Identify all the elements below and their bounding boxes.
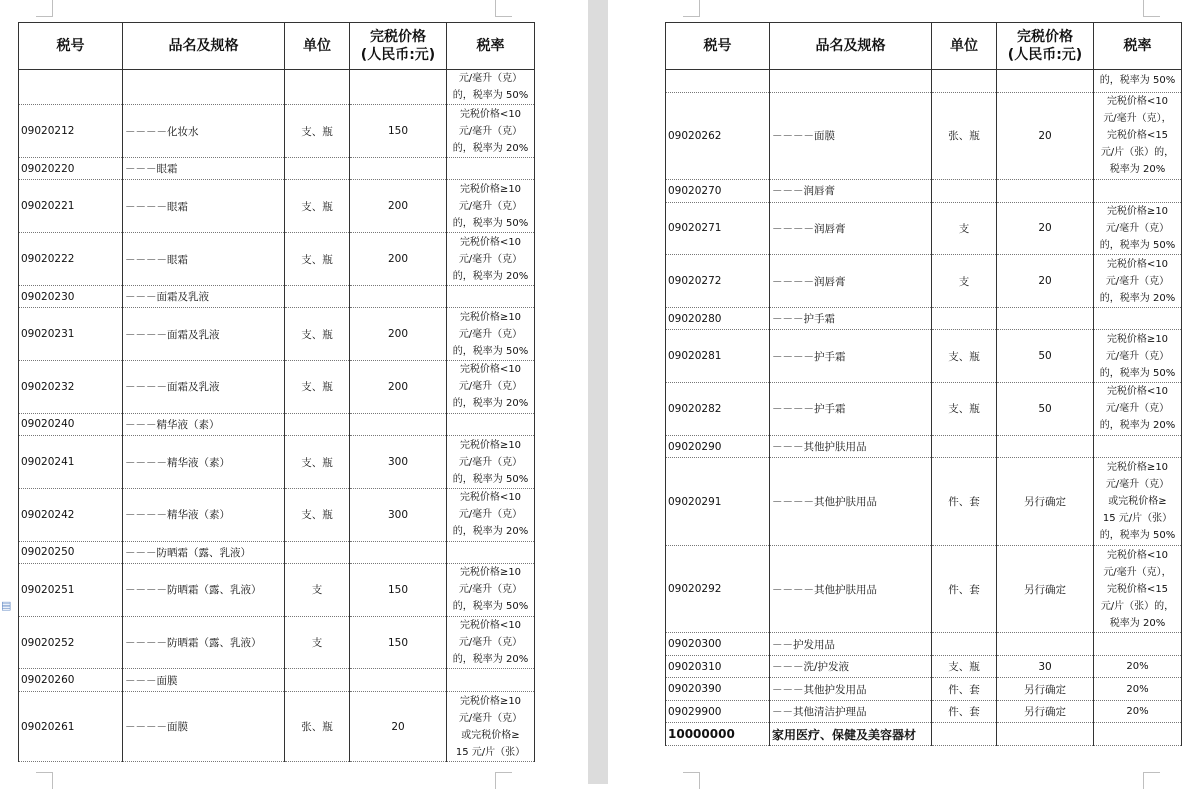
tax-code-cell: 09020261	[19, 691, 123, 761]
tax-rate-cell	[1094, 307, 1182, 330]
unit-cell	[285, 669, 350, 692]
unit-cell: 支、瓶	[285, 308, 350, 361]
crop-mark	[683, 772, 700, 789]
unit-cell: 支、瓶	[285, 233, 350, 286]
tax-code-cell: 09020242	[19, 488, 123, 541]
tax-rate-cell: 完税价格<10 元/毫升（克） 的，税率为 20%	[1094, 255, 1182, 308]
unit-cell: 件、套	[932, 678, 997, 701]
unit-cell: 支	[285, 564, 350, 617]
tax-code-cell: 09020250	[19, 541, 123, 564]
table-row	[19, 616, 535, 669]
tax-code-cell: 09020270	[666, 180, 770, 203]
tax-rate-cell: 完税价格≥10 元/毫升（克） 的，税率为 50%	[447, 564, 535, 617]
table-row	[19, 361, 535, 414]
price-cell: 200	[350, 308, 447, 361]
table-row	[19, 285, 535, 308]
tax-code-cell: 09020292	[666, 545, 770, 633]
crop-mark	[495, 772, 512, 789]
unit-cell: 支、瓶	[932, 330, 997, 383]
item-name-cell: －－－－其他护肤用品	[770, 545, 932, 633]
table-row	[19, 105, 535, 158]
unit-cell: 件、套	[932, 700, 997, 723]
price-cell	[350, 669, 447, 692]
item-name-cell: －－－精华液（素）	[123, 413, 285, 436]
price-cell	[997, 633, 1094, 656]
table-row	[19, 413, 535, 436]
table-header-row	[19, 23, 535, 70]
price-cell: 300	[350, 436, 447, 489]
tax-code-cell: 09020310	[666, 655, 770, 678]
tax-rate-cell: 完税价格≥10 元/毫升（克） 的，税率为 50%	[447, 436, 535, 489]
header-code: 税号	[666, 23, 770, 70]
header-rate: 税率	[447, 23, 535, 70]
table-row	[666, 255, 1182, 308]
tax-code-cell: 09020272	[666, 255, 770, 308]
price-cell: 另行确定	[997, 700, 1094, 723]
tax-rate-cell	[1094, 180, 1182, 203]
price-cell: 150	[350, 564, 447, 617]
item-name-cell: －－－－精华液（素）	[123, 488, 285, 541]
tax-rate-cell: 完税价格≥10 元/毫升（克） 的，税率为 50%	[447, 308, 535, 361]
tax-code-cell: 09020222	[19, 233, 123, 286]
tariff-table-right	[665, 22, 1182, 746]
crop-mark	[1143, 772, 1160, 789]
unit-cell	[285, 70, 350, 105]
table-row	[19, 564, 535, 617]
unit-cell	[932, 307, 997, 330]
item-name-cell: －－－－护手霜	[770, 330, 932, 383]
item-name-cell: －－－－护手霜	[770, 383, 932, 436]
item-name-cell: －－－－面膜	[770, 92, 932, 180]
item-name-cell: －－－－防晒霜（露、乳液）	[123, 564, 285, 617]
item-name-cell: －－－－其他护肤用品	[770, 458, 932, 546]
tax-code-cell: 09020230	[19, 285, 123, 308]
item-name-cell: －－－－润唇膏	[770, 202, 932, 255]
item-name-cell: －－－－眼霜	[123, 233, 285, 286]
unit-cell: 支、瓶	[932, 655, 997, 678]
table-row	[19, 541, 535, 564]
item-name-cell: －－护发用品	[770, 633, 932, 656]
table-row	[666, 723, 1182, 746]
tax-rate-cell	[447, 157, 535, 180]
price-cell: 200	[350, 233, 447, 286]
item-name-cell: 家用医疗、保健及美容器材	[770, 723, 932, 746]
price-cell: 150	[350, 105, 447, 158]
tax-rate-cell: 完税价格<10 元/毫升（克）， 完税价格<15 元/片（张）的， 税率为 20%	[1094, 92, 1182, 180]
item-name-cell: －－－－润唇膏	[770, 255, 932, 308]
tax-rate-cell: 完税价格<10 元/毫升（克） 的，税率为 20%	[447, 233, 535, 286]
table-row	[666, 678, 1182, 701]
table-row	[19, 157, 535, 180]
tariff-table-left	[18, 22, 535, 762]
item-name-cell: －－－防晒霜（露、乳液）	[123, 541, 285, 564]
crop-mark	[1143, 0, 1160, 17]
crop-mark	[36, 772, 53, 789]
item-name-cell: －－－－精华液（素）	[123, 436, 285, 489]
tax-rate-cell: 完税价格<10 元/毫升（克） 的，税率为 20%	[447, 105, 535, 158]
table-row	[666, 202, 1182, 255]
price-cell: 200	[350, 180, 447, 233]
table-row	[666, 330, 1182, 383]
table-row	[666, 458, 1182, 546]
unit-cell: 件、套	[932, 458, 997, 546]
header-code: 税号	[19, 23, 123, 70]
price-cell	[997, 723, 1094, 746]
tax-rate-cell	[1094, 723, 1182, 746]
tax-rate-cell: 完税价格<10 元/毫升（克） 的，税率为 20%	[447, 361, 535, 414]
tax-code-cell: 09020232	[19, 361, 123, 414]
unit-cell: 支、瓶	[285, 361, 350, 414]
tax-code-cell: 09020282	[666, 383, 770, 436]
unit-cell	[932, 723, 997, 746]
tax-rate-cell	[1094, 435, 1182, 458]
unit-cell: 支	[285, 616, 350, 669]
price-cell: 30	[997, 655, 1094, 678]
tax-code-cell: 09020241	[19, 436, 123, 489]
table-row	[19, 436, 535, 489]
price-cell: 200	[350, 361, 447, 414]
item-name-cell: －－－眼霜	[123, 157, 285, 180]
item-name-cell: －－－面霜及乳液	[123, 285, 285, 308]
table-body-right	[666, 70, 1182, 746]
tax-code-cell: 09020291	[666, 458, 770, 546]
item-name-cell: －－－润唇膏	[770, 180, 932, 203]
tax-rate-cell	[447, 285, 535, 308]
price-cell	[350, 285, 447, 308]
header-rate: 税率	[1094, 23, 1182, 70]
table-row	[666, 92, 1182, 180]
tax-rate-cell	[447, 413, 535, 436]
tax-rate-cell: 完税价格<10 元/毫升（克） 的，税率为 20%	[447, 488, 535, 541]
item-name-cell: －－－护手霜	[770, 307, 932, 330]
tax-code-cell: 09020290	[666, 435, 770, 458]
tax-code-cell: 09020281	[666, 330, 770, 383]
tax-code-cell: 09020212	[19, 105, 123, 158]
item-name-cell: －－－－面霜及乳液	[123, 361, 285, 414]
tax-rate-cell: 完税价格≥10 元/毫升（克） 或完税价格≥ 15 元/片（张） 的，税率为 50%	[1094, 458, 1182, 546]
tax-code-cell	[666, 70, 770, 93]
unit-cell	[285, 157, 350, 180]
table-row	[666, 655, 1182, 678]
tax-code-cell: 10000000	[666, 723, 770, 746]
unit-cell	[932, 70, 997, 93]
tax-rate-cell: 20%	[1094, 700, 1182, 723]
table-row	[666, 545, 1182, 633]
price-cell: 50	[997, 330, 1094, 383]
price-cell: 300	[350, 488, 447, 541]
unit-cell: 支	[932, 255, 997, 308]
tax-rate-cell: 的，税率为 50%	[1094, 70, 1182, 93]
table-row	[666, 307, 1182, 330]
table-row	[666, 70, 1182, 93]
item-name-cell	[770, 70, 932, 93]
price-cell: 20	[997, 202, 1094, 255]
table-row	[666, 383, 1182, 436]
price-cell: 另行确定	[997, 458, 1094, 546]
item-name-cell: －－－其他护肤用品	[770, 435, 932, 458]
tax-code-cell: 09020231	[19, 308, 123, 361]
unit-cell: 支	[932, 202, 997, 255]
unit-cell: 件、套	[932, 545, 997, 633]
item-name-cell: －－－－防晒霜（露、乳液）	[123, 616, 285, 669]
unit-cell: 张、瓶	[932, 92, 997, 180]
tax-code-cell: 09020260	[19, 669, 123, 692]
crop-mark	[683, 0, 700, 17]
tax-code-cell: 09020252	[19, 616, 123, 669]
table-row	[666, 435, 1182, 458]
header-unit: 单位	[285, 23, 350, 70]
header-price: 完税价格 (人民币:元)	[350, 23, 447, 70]
header-unit: 单位	[932, 23, 997, 70]
crop-mark	[36, 0, 53, 17]
tax-code-cell: 09020390	[666, 678, 770, 701]
unit-cell	[285, 285, 350, 308]
unit-cell: 支、瓶	[285, 436, 350, 489]
tax-rate-cell: 完税价格≥10 元/毫升（克） 的，税率为 50%	[1094, 202, 1182, 255]
table-row	[19, 308, 535, 361]
tax-rate-cell: 完税价格<10 元/毫升（克） 的，税率为 20%	[447, 616, 535, 669]
price-cell	[350, 541, 447, 564]
tax-code-cell: 09020220	[19, 157, 123, 180]
crop-mark	[495, 0, 512, 17]
page-left	[18, 22, 535, 762]
price-cell: 20	[997, 255, 1094, 308]
item-name-cell: －－－－面膜	[123, 691, 285, 761]
item-name-cell: －－－其他护发用品	[770, 678, 932, 701]
price-cell: 另行确定	[997, 678, 1094, 701]
tax-code-cell: 09029900	[666, 700, 770, 723]
header-price: 完税价格 (人民币:元)	[997, 23, 1094, 70]
price-cell	[350, 413, 447, 436]
tax-rate-cell: 20%	[1094, 655, 1182, 678]
table-row	[666, 180, 1182, 203]
price-cell	[997, 70, 1094, 93]
tax-code-cell: 09020280	[666, 307, 770, 330]
price-cell: 50	[997, 383, 1094, 436]
unit-cell	[932, 633, 997, 656]
table-row	[19, 488, 535, 541]
tax-code-cell: 09020221	[19, 180, 123, 233]
tax-code-cell	[19, 70, 123, 105]
item-name-cell: －－－－面霜及乳液	[123, 308, 285, 361]
tax-rate-cell	[447, 669, 535, 692]
tax-code-cell: 09020240	[19, 413, 123, 436]
tax-rate-cell: 元/毫升（克） 的，税率为 50%	[447, 70, 535, 105]
price-cell	[997, 180, 1094, 203]
price-cell: 20	[997, 92, 1094, 180]
tax-rate-cell: 20%	[1094, 678, 1182, 701]
unit-cell: 支、瓶	[932, 383, 997, 436]
tax-code-cell: 09020262	[666, 92, 770, 180]
table-row	[666, 700, 1182, 723]
header-name: 品名及规格	[123, 23, 285, 70]
tax-code-cell: 09020300	[666, 633, 770, 656]
table-header-row	[666, 23, 1182, 70]
tax-code-cell: 09020251	[19, 564, 123, 617]
item-name-cell: －－－洗/护发液	[770, 655, 932, 678]
price-cell	[997, 435, 1094, 458]
tax-rate-cell	[447, 541, 535, 564]
unit-cell: 支、瓶	[285, 488, 350, 541]
price-cell: 另行确定	[997, 545, 1094, 633]
price-cell	[350, 157, 447, 180]
table-body-left	[19, 70, 535, 762]
unit-cell	[932, 435, 997, 458]
header-name: 品名及规格	[770, 23, 932, 70]
tax-rate-cell: 完税价格<10 元/毫升（克） 的，税率为 20%	[1094, 383, 1182, 436]
tax-code-cell: 09020271	[666, 202, 770, 255]
paste-options-icon[interactable]: ▤	[1, 599, 12, 612]
unit-cell: 张、瓶	[285, 691, 350, 761]
table-row	[19, 180, 535, 233]
price-cell: 150	[350, 616, 447, 669]
item-name-cell: －－－－化妆水	[123, 105, 285, 158]
item-name-cell: －－其他清洁护理品	[770, 700, 932, 723]
item-name-cell: －－－面膜	[123, 669, 285, 692]
item-name-cell	[123, 70, 285, 105]
tax-rate-cell: 完税价格≥10 元/毫升（克） 或完税价格≥ 15 元/片（张）	[447, 691, 535, 761]
tax-rate-cell	[1094, 633, 1182, 656]
table-row	[19, 233, 535, 286]
price-cell	[997, 307, 1094, 330]
tax-rate-cell: 完税价格≥10 元/毫升（克） 的，税率为 50%	[447, 180, 535, 233]
tax-rate-cell: 完税价格<10 元/毫升（克）， 完税价格<15 元/片（张）的， 税率为 20%	[1094, 545, 1182, 633]
unit-cell: 支、瓶	[285, 180, 350, 233]
price-cell: 20	[350, 691, 447, 761]
table-row	[19, 70, 535, 105]
price-cell	[350, 70, 447, 105]
table-row	[19, 691, 535, 761]
page-gap	[588, 0, 608, 784]
tax-rate-cell: 完税价格≥10 元/毫升（克） 的，税率为 50%	[1094, 330, 1182, 383]
table-row	[666, 633, 1182, 656]
unit-cell	[932, 180, 997, 203]
unit-cell	[285, 541, 350, 564]
unit-cell	[285, 413, 350, 436]
unit-cell: 支、瓶	[285, 105, 350, 158]
item-name-cell: －－－－眼霜	[123, 180, 285, 233]
page-right	[665, 22, 1182, 746]
table-row	[19, 669, 535, 692]
